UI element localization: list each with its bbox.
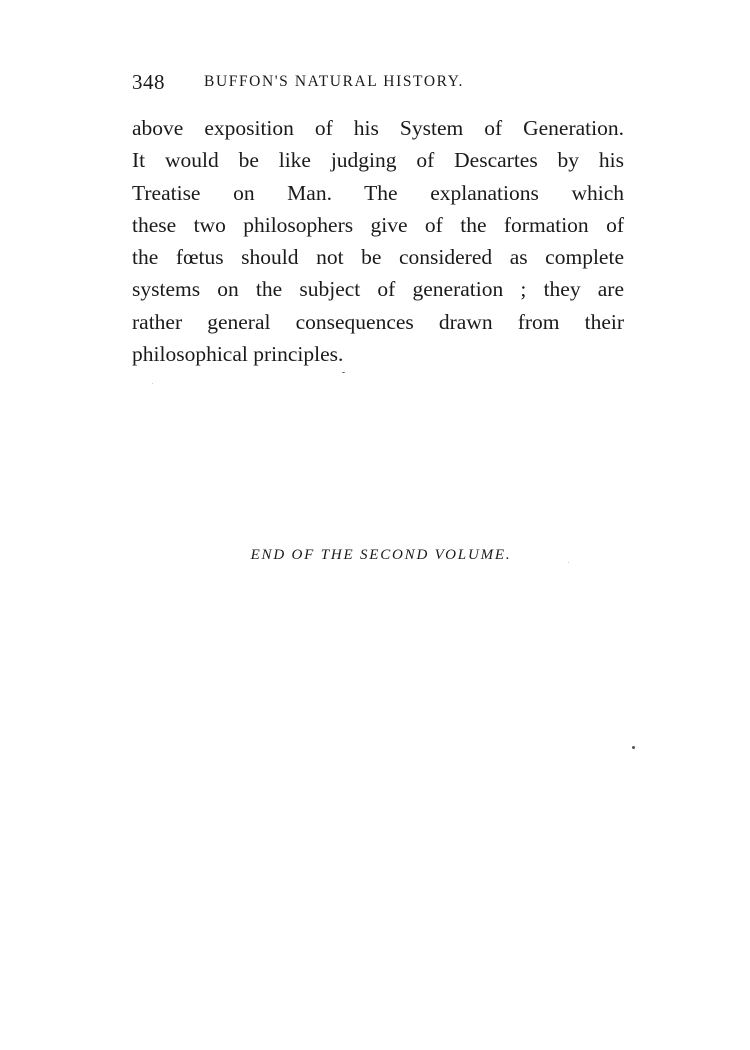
text-line: philosophical principles.: [132, 342, 344, 367]
text-line: the fœtus should not be considered as complete: [132, 245, 624, 270]
print-speck: [632, 746, 635, 749]
text-line: above exposition of his System of Generation.: [132, 116, 624, 140]
running-head: [132, 70, 632, 96]
text-line: these two philosophers give of the formation of: [132, 212, 624, 237]
end-of-volume-notice: END OF THE SECOND VOLUME.: [250, 547, 512, 563]
body-paragraph: [132, 112, 624, 370]
text-line: systems on the subject of generation ; they are: [132, 277, 624, 302]
text-line: rather general consequences drawn from their: [132, 309, 624, 334]
print-speck: [152, 383, 153, 384]
text-line: It would be like judging of Descartes by his: [132, 148, 624, 173]
print-speck: [342, 372, 345, 373]
text-line: Treatise on Man. The explanations which: [132, 180, 624, 205]
running-title: BUFFON'S NATURAL HISTORY.: [204, 73, 464, 90]
page-number: 348: [132, 70, 165, 94]
print-speck: [568, 562, 569, 563]
